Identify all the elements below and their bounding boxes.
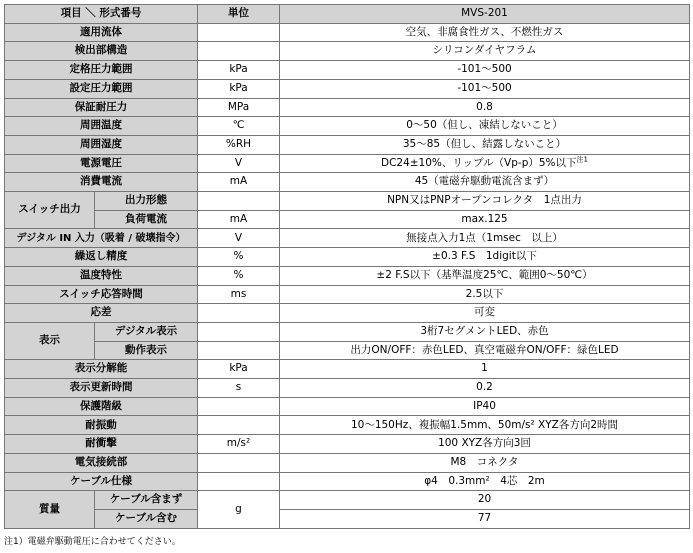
table-row (5, 491, 690, 510)
row-label: 設定圧力範囲 (5, 79, 198, 98)
row-unit: MPa (198, 98, 280, 117)
row-unit (198, 192, 280, 211)
table-row (5, 248, 690, 267)
row-value: -101～500 (280, 79, 690, 98)
row-unit (198, 322, 280, 341)
table-row (5, 79, 690, 98)
row-label: 温度特性 (5, 266, 198, 285)
row-label: 保証耐圧力 (5, 98, 198, 117)
row-label: 出力形態 (95, 192, 198, 211)
row-label: 電源電圧 (5, 154, 198, 173)
row-value: 35～85（但し、結露しないこと） (280, 135, 690, 154)
row-unit: kPa (198, 360, 280, 379)
row-value: 20 (280, 491, 690, 510)
row-value: 100 XYZ各方向3回 (280, 435, 690, 454)
table-row (5, 285, 690, 304)
row-unit: kPa (198, 79, 280, 98)
table-row (5, 360, 690, 379)
row-label: デジタル表示 (95, 322, 198, 341)
table-row (5, 173, 690, 192)
row-label: 周囲湿度 (5, 135, 198, 154)
table-row (5, 416, 690, 435)
row-value: 0.2 (280, 379, 690, 398)
row-unit: V (198, 154, 280, 173)
row-unit: m/s² (198, 435, 280, 454)
row-unit: mA (198, 210, 280, 229)
row-value: 1 (280, 360, 690, 379)
row-value: 出力ON/OFF：赤色LED、真空電磁弁ON/OFF：緑色LED (280, 341, 690, 360)
table-row (5, 472, 690, 491)
row-unit (198, 23, 280, 42)
table-row (5, 23, 690, 42)
row-unit: % (198, 248, 280, 267)
row-unit (198, 304, 280, 323)
row-label: 表示分解能 (5, 360, 198, 379)
row-unit (198, 341, 280, 360)
header-row (5, 5, 690, 24)
row-label: 動作表示 (95, 341, 198, 360)
row-label: 検出部構造 (5, 42, 198, 61)
row-value: M8 コネクタ (280, 453, 690, 472)
row-label: ケーブル含む (95, 509, 198, 528)
row-unit (198, 42, 280, 61)
table-row (5, 304, 690, 323)
table-row (5, 192, 690, 211)
row-label: 表示更新時間 (5, 379, 198, 398)
row-label: 耐振動 (5, 416, 198, 435)
row-label: 電気接続部 (5, 453, 198, 472)
table-row (5, 210, 690, 229)
row-label: 保護階級 (5, 397, 198, 416)
row-value: 可変 (280, 304, 690, 323)
table-row (5, 135, 690, 154)
row-label: ケーブル仕様 (5, 472, 198, 491)
row-value: 0.8 (280, 98, 690, 117)
row-unit: ℃ (198, 117, 280, 136)
row-value: 無接点入力1点（1msec 以上） (280, 229, 690, 248)
row-value: NPN又はPNPオープンコレクタ 1点出力 (280, 192, 690, 211)
row-value: IP40 (280, 397, 690, 416)
row-value: -101～500 (280, 61, 690, 80)
row-label: デジタル IN 入力（吸着 / 破壊指令） (5, 229, 198, 248)
table-row (5, 379, 690, 398)
table-row (5, 61, 690, 80)
row-value: 2.5以下 (280, 285, 690, 304)
row-unit (198, 472, 280, 491)
row-value: ±0.3 F.S 1digit以下 (280, 248, 690, 267)
group-mass: 質量 (5, 491, 95, 529)
row-unit (198, 397, 280, 416)
row-label: 耐衝撃 (5, 435, 198, 454)
row-unit (198, 453, 280, 472)
row-value: 空気、非腐食性ガス、不燃性ガス (280, 23, 690, 42)
table-row (5, 509, 690, 528)
header-unit: 単位 (198, 5, 280, 24)
row-value: ±2 F.S以下（基準温度25℃、範囲0～50℃） (280, 266, 690, 285)
row-label: 負荷電流 (95, 210, 198, 229)
row-value: φ4 0.3mm² 4芯 2m (280, 472, 690, 491)
row-label: スイッチ応答時間 (5, 285, 198, 304)
table-row (5, 266, 690, 285)
row-unit: % (198, 266, 280, 285)
header-model: MVS-201 (280, 5, 690, 24)
row-value: 10～150Hz、複振幅1.5mm、50m/s² XYZ各方向2時間 (280, 416, 690, 435)
row-label: 応差 (5, 304, 198, 323)
value-text: DC24±10%、リップル（Vp-p）5%以下 (380, 156, 577, 169)
row-unit (198, 416, 280, 435)
row-value: 0～50（但し、凍結しないこと） (280, 117, 690, 136)
footnote-ref: 注1 (576, 155, 588, 164)
row-unit: s (198, 379, 280, 398)
row-value: 77 (280, 509, 690, 528)
row-value: 45（電磁弁駆動電流含まず） (280, 173, 690, 192)
header-item: 項目 ＼ 形式番号 (5, 5, 198, 24)
row-value: 3桁7セグメントLED、赤色 (280, 322, 690, 341)
row-value (280, 154, 690, 173)
row-value: シリコンダイヤフラム (280, 42, 690, 61)
table-row (5, 453, 690, 472)
row-label: 消費電流 (5, 173, 198, 192)
table-row (5, 397, 690, 416)
table-row (5, 435, 690, 454)
group-switch-output: スイッチ出力 (5, 192, 95, 229)
row-unit: ms (198, 285, 280, 304)
table-row (5, 229, 690, 248)
table-row (5, 42, 690, 61)
row-value: max.125 (280, 210, 690, 229)
row-label: 適用流体 (5, 23, 198, 42)
row-unit: kPa (198, 61, 280, 80)
row-label: 繰返し精度 (5, 248, 198, 267)
row-unit: %RH (198, 135, 280, 154)
row-unit: g (198, 491, 280, 529)
row-unit: mA (198, 173, 280, 192)
table-row (5, 117, 690, 136)
row-label: 定格圧力範囲 (5, 61, 198, 80)
table-row (5, 341, 690, 360)
row-label: 周囲温度 (5, 117, 198, 136)
row-unit: V (198, 229, 280, 248)
row-label: ケーブル含まず (95, 491, 198, 510)
table-row (5, 322, 690, 341)
footnote: 注1）電磁弁駆動電圧に合わせてください。 (4, 537, 181, 547)
spec-table (4, 4, 690, 529)
group-display: 表示 (5, 322, 95, 359)
table-row (5, 98, 690, 117)
table-row (5, 154, 690, 173)
